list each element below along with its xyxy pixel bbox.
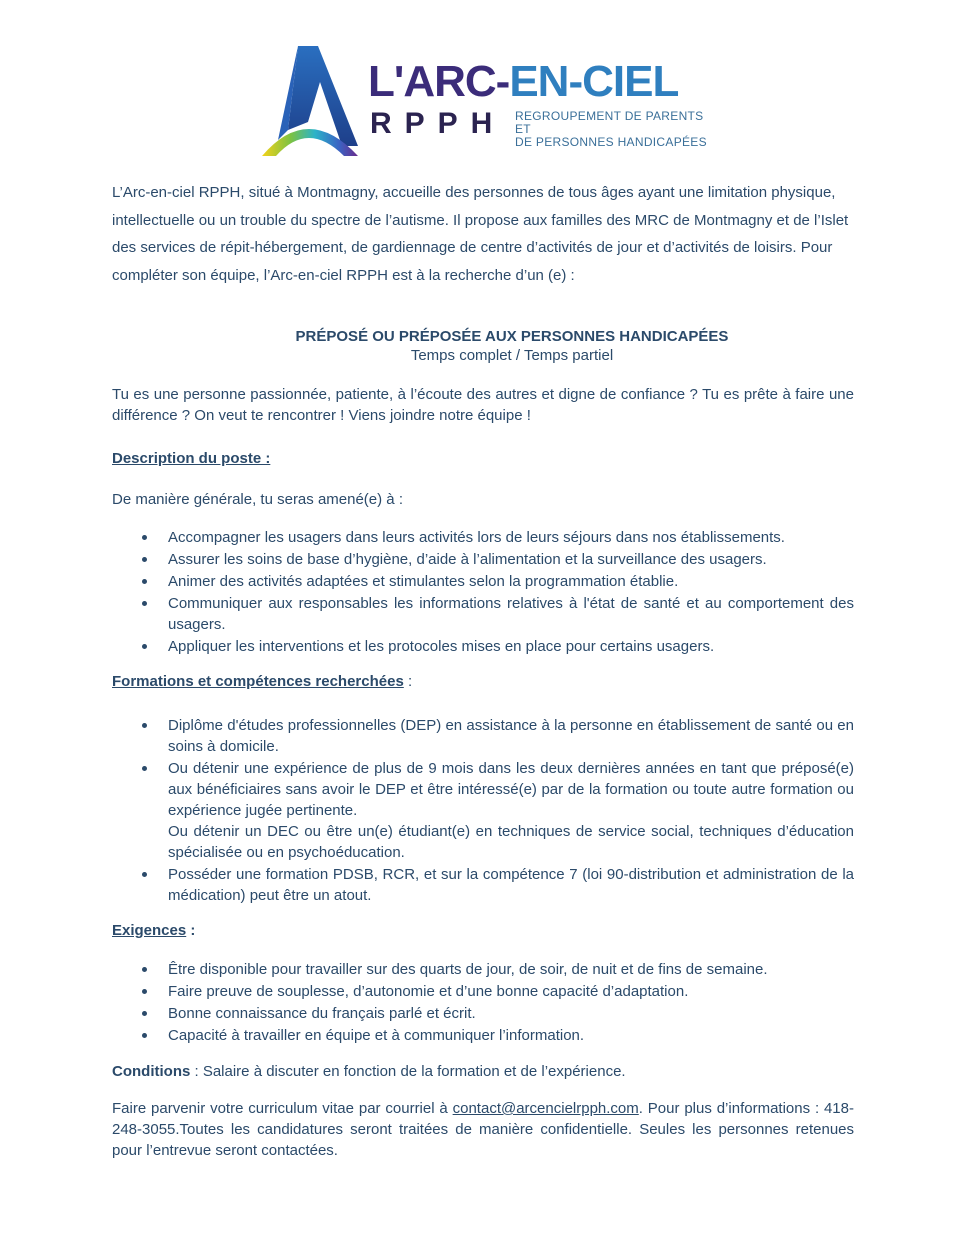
job-title: PRÉPOSÉ OU PRÉPOSÉE AUX PERSONNES HANDICAPÉES <box>295 328 729 345</box>
list-item <box>112 549 854 570</box>
list-item-text: Posséder une formation PDSB, RCR, et sur la compétence 7 (loi 90-distribution et administration de la médication) peut être un atout. <box>168 866 854 904</box>
exigences-heading-text: Exigences <box>112 922 187 939</box>
description-heading <box>112 450 270 467</box>
list-item-text: Communiquer aux responsables les informations relatives à l'état de santé et au comportement des usagers. <box>168 595 854 633</box>
conditions-paragraph <box>112 1061 854 1082</box>
logo-tagline-line1: REGROUPEMENT DE PARENTS ET <box>515 109 704 136</box>
list-item-text: Animer des activités adaptées et stimulantes selon la programmation établie. <box>168 573 679 590</box>
list-item-text: Ou détenir un DEC ou être un(e) étudiant(e) en techniques de service social, techniques d’éducation spécialisée ou en psychoéducation. <box>168 823 854 861</box>
contact-email-link[interactable]: contact@arcencielrpph.com <box>452 1100 639 1117</box>
list-item-text: Appliquer les interventions et les protocoles mises en place pour certains usagers. <box>168 638 715 655</box>
arc-en-ciel-logo-icon <box>258 42 378 160</box>
bullet-icon <box>142 872 147 877</box>
exigences-heading <box>112 922 195 939</box>
job-schedule: Temps complet / Temps partiel <box>410 347 614 364</box>
bullet-icon <box>142 766 147 771</box>
exigences-heading-suffix: : <box>186 922 196 939</box>
bullet-icon <box>142 535 147 540</box>
list-item <box>112 864 854 906</box>
logo-wordmark-part1: L'ARC- <box>368 57 510 106</box>
bullet-icon <box>142 723 147 728</box>
list-item-text: Accompagner les usagers dans leurs activités lors de leurs séjours dans nos établissements. <box>168 529 785 546</box>
logo-wordmark <box>368 57 679 106</box>
list-item-text: Bonne connaissance du français parlé et écrit. <box>168 1005 476 1022</box>
contact-paragraph <box>112 1098 854 1161</box>
list-item-text: Être disponible pour travailler sur des quarts de jour, de soir, de nuit et de fins de semaine. <box>168 961 768 978</box>
bullet-icon <box>142 1011 147 1016</box>
description-list <box>112 527 854 658</box>
list-item <box>112 981 854 1002</box>
contact-text-before: Faire parvenir votre curriculum vitae par courriel à <box>112 1100 453 1117</box>
list-item-text: Capacité à travailler en équipe et à communiquer l’information. <box>168 1027 585 1044</box>
list-item <box>112 1003 854 1024</box>
intro-paragraph: L’Arc-en-ciel RPPH, situé à Montmagny, accueille des personnes de tous âges ayant une limitation physique, intellectuelle ou un trouble du spectre de l’autisme. Il propose aux familles des MRC de Montmagny et de l’Islet des services de répit-hébergement, de gardiennage de centre d’activités de jour et d’activités de loisirs. Pour compléter son équipe, l’Arc-en-ciel RPPH est à la recherche d’un (e) : <box>112 184 849 284</box>
list-item <box>112 1025 854 1046</box>
bullet-icon <box>142 989 147 994</box>
logo-tagline <box>515 110 718 149</box>
list-item <box>112 758 854 863</box>
list-item <box>112 959 854 980</box>
list-item-text: Faire preuve de souplesse, d’autonomie et d’une bonne capacité d’adaptation. <box>168 983 689 1000</box>
conditions-text: : Salaire à discuter en fonction de la formation et de l’expérience. <box>190 1063 626 1080</box>
job-title-block <box>112 328 912 364</box>
list-item <box>112 571 854 592</box>
list-item <box>112 715 854 757</box>
description-heading-text: Description du poste : <box>112 450 271 467</box>
list-item <box>112 636 854 657</box>
list-item-text: Ou détenir une expérience de plus de 9 mois dans les deux dernières années en tant que préposé(e) aux bénéficiaires sans avoir le DEP et être intéressé(e) par de la formation ou toute autre formation ou expérience jugée pertinente. <box>168 760 854 819</box>
formations-heading-suffix: : <box>403 673 413 690</box>
bullet-icon <box>142 644 147 649</box>
list-item <box>112 527 854 548</box>
list-item-text: Diplôme d'études professionnelles (DEP) en assistance à la personne en établissement de santé ou en soins à domicile. <box>168 717 854 755</box>
bullet-icon <box>142 1033 147 1038</box>
conditions-label: Conditions <box>112 1063 191 1080</box>
description-lead: De manière générale, tu seras amené(e) à : <box>112 491 403 508</box>
bullet-icon <box>142 601 147 606</box>
contact-text-after: . Pour plus d’informations : 418-248-3055.Toutes les candidatures seront traitées de manière confidentielle. Seules les personnes retenues pour l’entrevue seront contactées. <box>112 1100 854 1159</box>
formations-heading-text: Formations et compétences recherchées <box>112 673 404 690</box>
exigences-list <box>112 959 854 1047</box>
list-item <box>112 593 854 635</box>
logo-wordmark-part2: EN-CIEL <box>509 57 679 106</box>
logo-acronym: RPPH <box>370 107 506 140</box>
organization-logo <box>258 42 718 160</box>
list-item-text: Assurer les soins de base d’hygiène, d’aide à l’alimentation et la surveillance des usagers. <box>168 551 767 568</box>
bullet-icon <box>142 579 147 584</box>
bullet-icon <box>142 557 147 562</box>
formations-heading <box>112 673 412 690</box>
logo-tagline-line2: DE PERSONNES HANDICAPÉES <box>515 135 707 149</box>
formations-list <box>112 715 854 907</box>
pitch-paragraph: Tu es une personne passionnée, patiente, à l’écoute des autres et digne de confiance ? Tu es prête à faire une différence ? On veut te rencontrer ! Viens joindre notre équipe ! <box>112 386 854 424</box>
bullet-icon <box>142 967 147 972</box>
